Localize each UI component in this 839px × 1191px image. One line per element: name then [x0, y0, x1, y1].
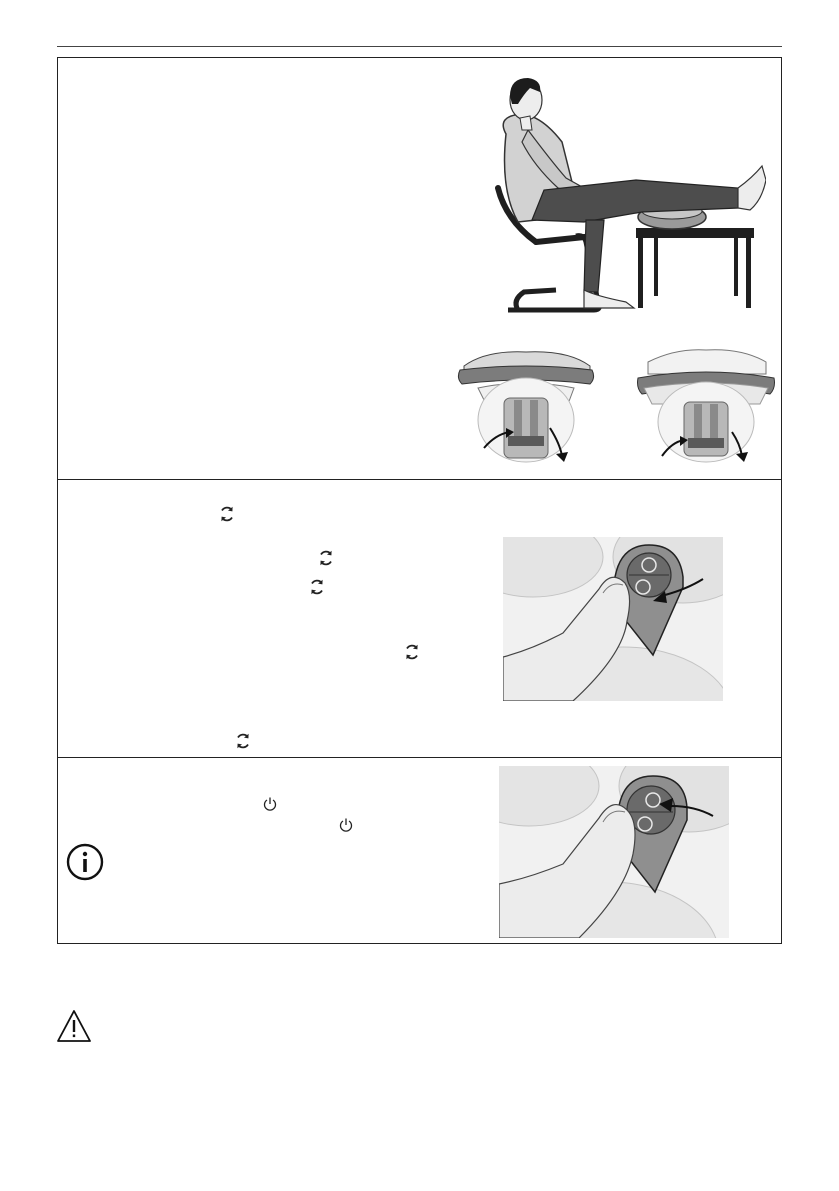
power-icon — [339, 817, 353, 833]
rotation-icon — [234, 732, 252, 750]
person-seated-illustration — [466, 70, 766, 320]
section-divider — [58, 757, 781, 758]
header-rule — [57, 46, 782, 47]
rotation-icon — [308, 578, 326, 596]
power-icon — [263, 796, 277, 812]
rotation-icon — [403, 643, 421, 661]
instruction-frame — [57, 57, 782, 944]
section-divider — [58, 479, 781, 480]
warning-icon — [56, 1009, 92, 1043]
info-icon — [66, 843, 104, 881]
rotation-icon — [218, 505, 236, 523]
finger-power-button-illustration — [499, 766, 729, 938]
massager-tilt-back-illustration — [636, 348, 776, 468]
rotation-icon — [317, 549, 335, 567]
massager-tilt-forward-illustration — [456, 348, 596, 468]
finger-rotation-button-illustration — [503, 537, 723, 701]
